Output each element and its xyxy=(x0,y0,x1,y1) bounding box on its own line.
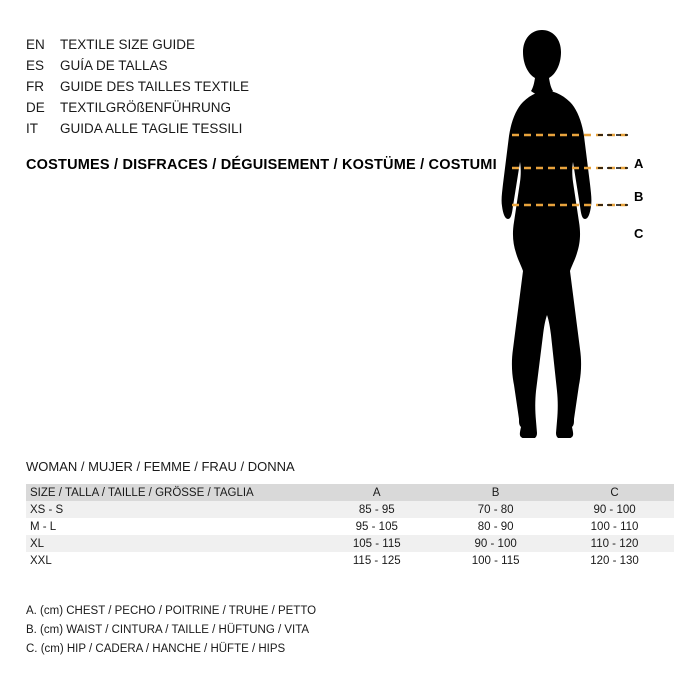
table-header-c: C xyxy=(610,486,619,499)
language-row-de xyxy=(26,97,466,118)
cell-size: XXL xyxy=(30,554,52,567)
language-code: EN xyxy=(26,37,45,52)
cell-b: 70 - 80 xyxy=(477,503,514,516)
cell-c: 90 - 100 xyxy=(593,503,636,516)
table-row xyxy=(26,535,674,552)
cell-a: 85 - 95 xyxy=(358,503,395,516)
language-code: FR xyxy=(26,79,44,94)
cell-c: 120 - 130 xyxy=(590,554,639,567)
table-row xyxy=(26,518,674,535)
table-header-b: B xyxy=(491,486,500,499)
measure-label-c: C xyxy=(634,226,644,241)
language-text: GUIDE DES TAILLES TEXTILE xyxy=(60,79,250,94)
language-text: TEXTILGRÖßENFÜHRUNG xyxy=(60,100,232,115)
language-code: IT xyxy=(26,121,38,136)
cell-size: XS - S xyxy=(30,503,64,516)
costumes-subtitle: COSTUMES / DISFRACES / DÉGUISEMENT / KOSTÜME / COSTUMI xyxy=(26,157,497,173)
cell-c: 110 - 120 xyxy=(590,537,639,550)
language-row-es xyxy=(26,55,466,76)
language-row-fr xyxy=(26,76,466,97)
language-code: DE xyxy=(26,100,45,115)
language-text: GUÍA DE TALLAS xyxy=(60,58,168,73)
size-table xyxy=(26,484,674,569)
language-row-it xyxy=(26,118,466,139)
measurement-notes xyxy=(26,602,316,659)
table-row xyxy=(26,501,674,518)
language-code: ES xyxy=(26,58,45,73)
cell-b: 90 - 100 xyxy=(474,537,517,550)
cell-b: 80 - 90 xyxy=(477,520,514,533)
language-text: GUIDA ALLE TAGLIE TESSILI xyxy=(60,121,243,136)
cell-c: 100 - 110 xyxy=(590,520,639,533)
table-head xyxy=(26,484,674,501)
body-figure xyxy=(470,28,670,438)
note-chest: A. (cm) CHEST / PECHO / POITRINE / TRUHE / PETTO xyxy=(26,605,317,617)
cell-size: M - L xyxy=(30,520,57,533)
measure-label-a: A xyxy=(634,156,644,171)
table-header-size: SIZE / TALLA / TAILLE / GRÖSSE / TAGLIA xyxy=(30,486,254,499)
language-text: TEXTILE SIZE GUIDE xyxy=(60,37,196,52)
cell-size: XL xyxy=(30,537,45,550)
cell-a: 115 - 125 xyxy=(352,554,401,567)
cell-a: 105 - 115 xyxy=(352,537,401,550)
cell-b: 100 - 115 xyxy=(471,554,520,567)
table-header-a: A xyxy=(372,486,381,499)
note-hip: C. (cm) HIP / CADERA / HANCHE / HÜFTE / HIPS xyxy=(26,643,286,655)
table-header-row xyxy=(26,484,674,501)
table-body xyxy=(26,501,674,569)
measure-label-b: B xyxy=(634,189,644,204)
language-list xyxy=(26,34,466,139)
note-waist: B. (cm) WAIST / CINTURA / TAILLE / HÜFTUNG / VITA xyxy=(26,624,310,636)
cell-a: 95 - 105 xyxy=(355,520,398,533)
language-row-en xyxy=(26,34,466,55)
table-title: WOMAN / MUJER / FEMME / FRAU / DONNA xyxy=(26,459,295,474)
table-row xyxy=(26,552,674,569)
